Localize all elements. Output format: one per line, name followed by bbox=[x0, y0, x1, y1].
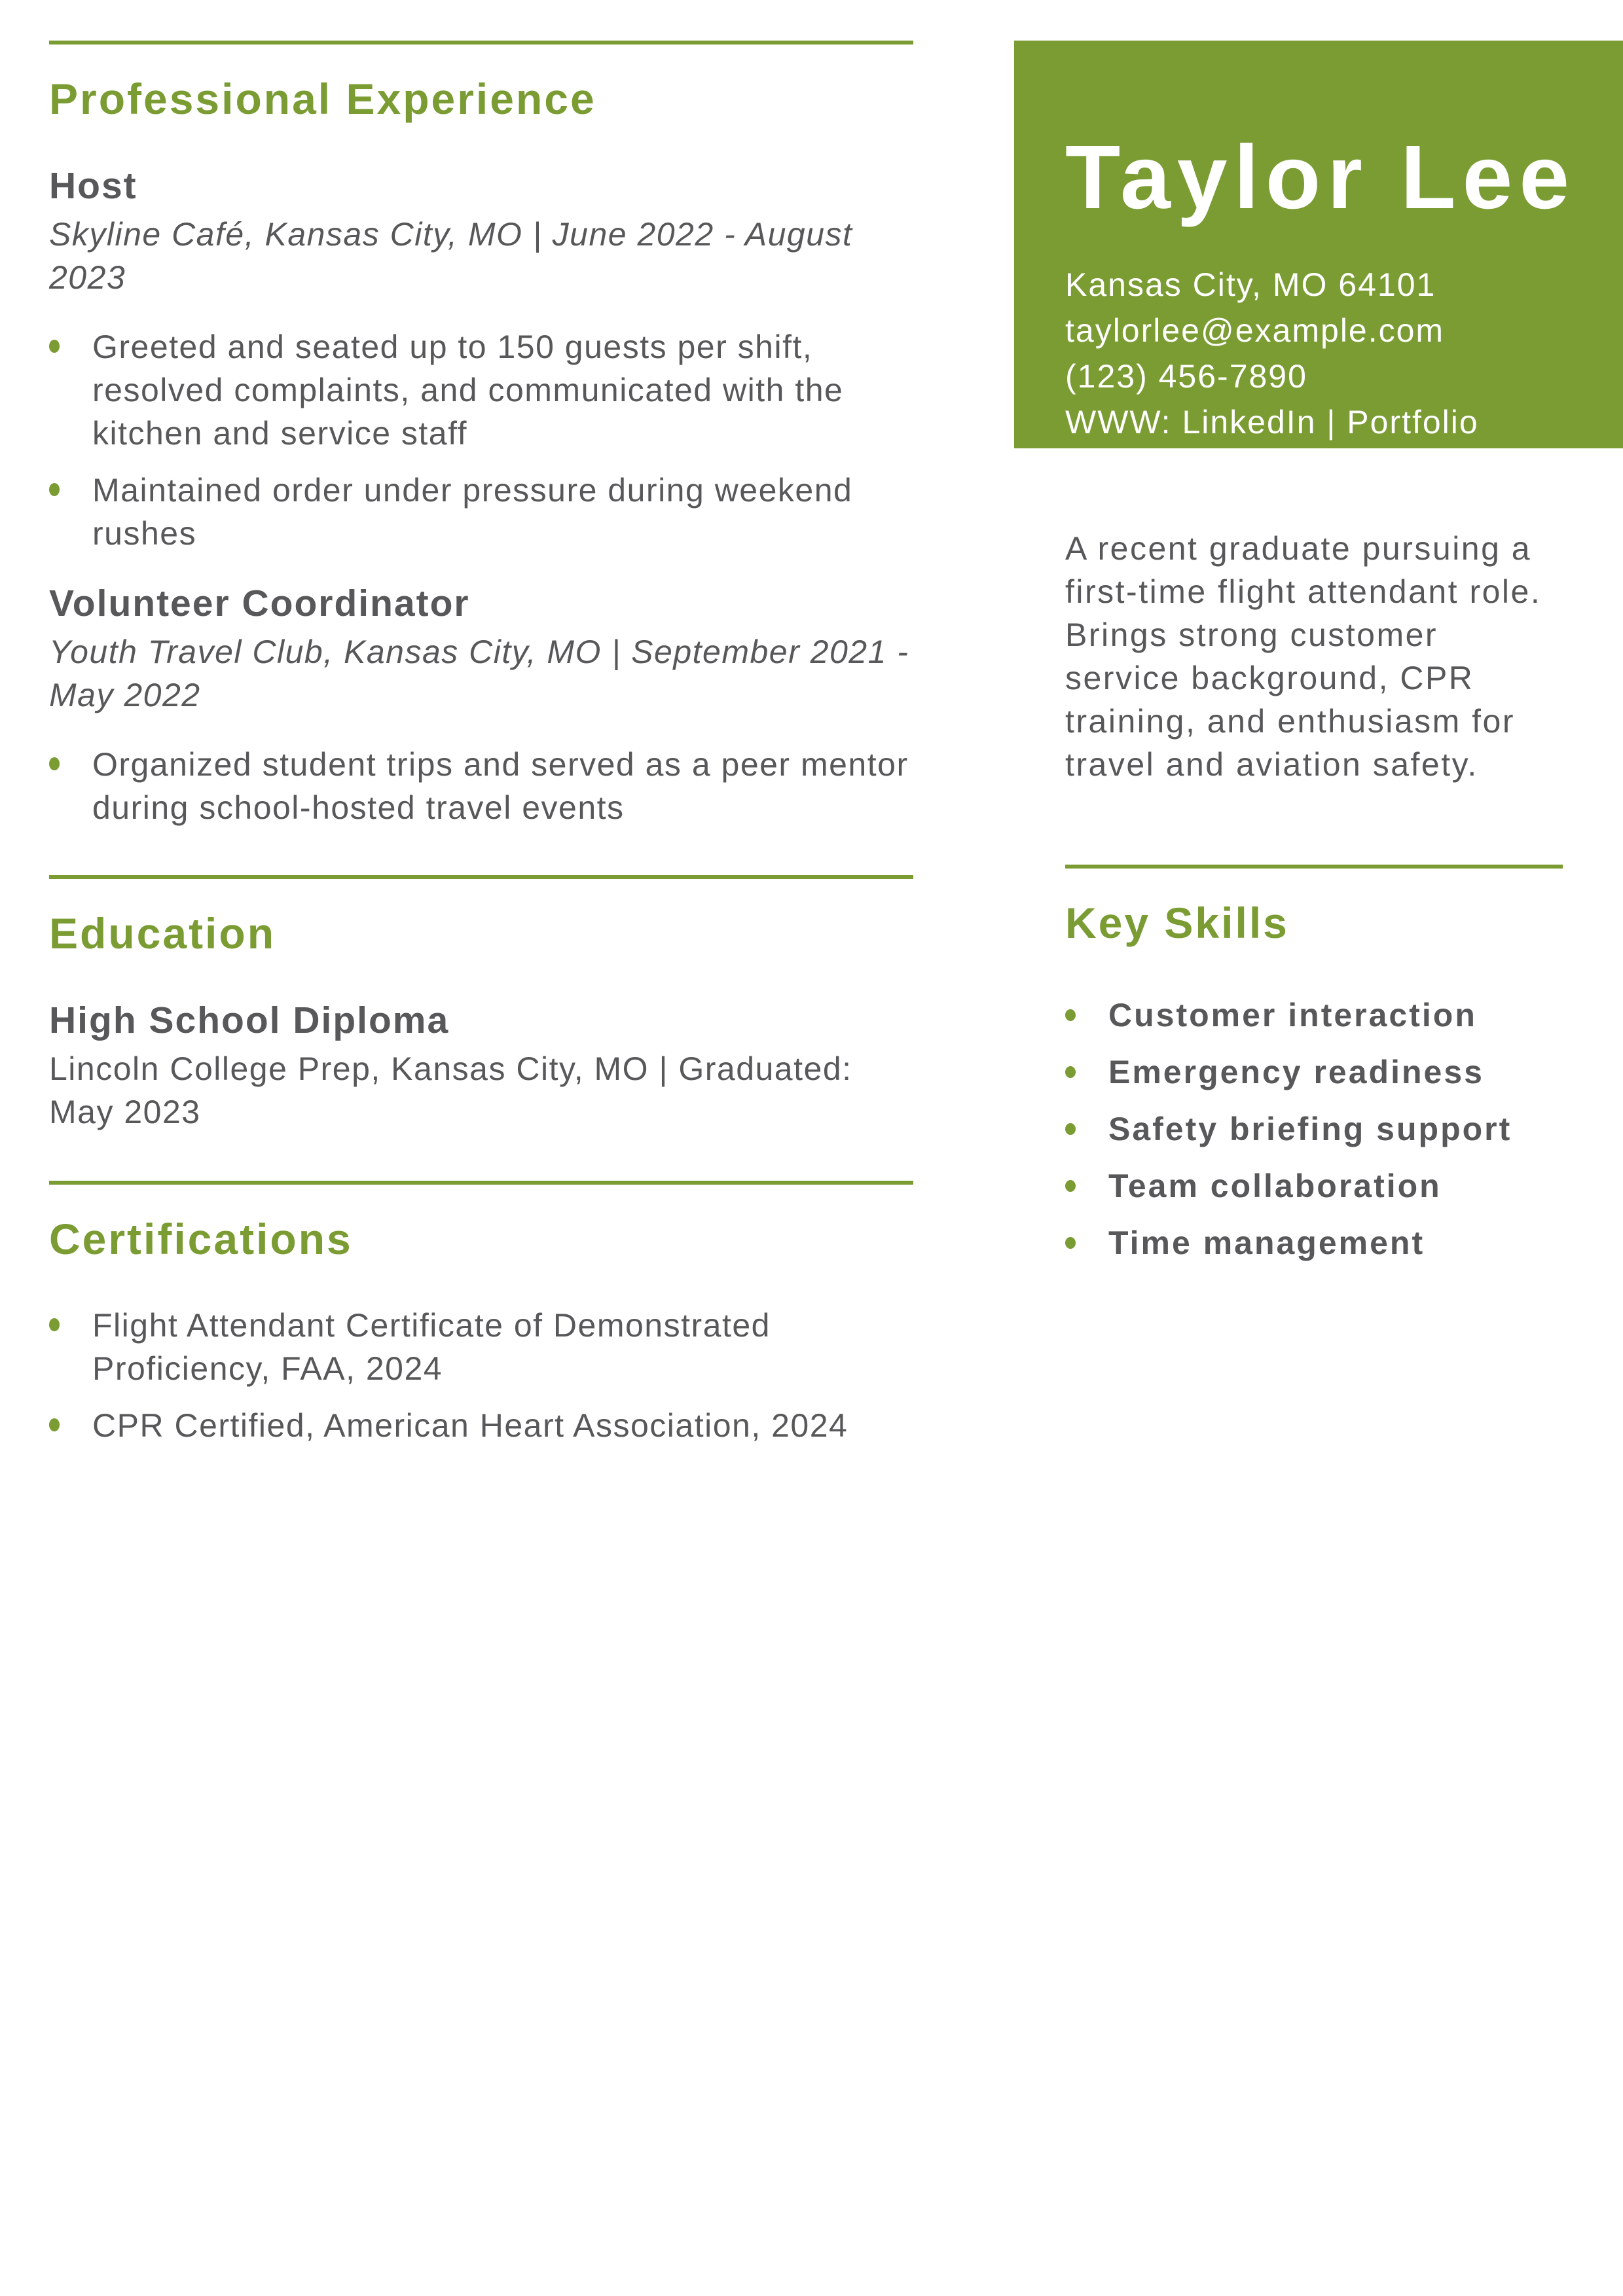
list-item: Flight Attendant Certificate of Demonstrated Proficiency, FAA, 2024 bbox=[49, 1304, 913, 1390]
section-divider bbox=[49, 1181, 913, 1185]
bullet-icon bbox=[1065, 1123, 1076, 1135]
certifications-list bbox=[49, 1304, 913, 1447]
list-item: Safety briefing support bbox=[1065, 1101, 1611, 1158]
education-meta: Lincoln College Prep, Kansas City, MO | Graduated: May 2023 bbox=[49, 1050, 852, 1130]
job-title: Host bbox=[49, 165, 137, 207]
job-title: Volunteer Coordinator bbox=[49, 583, 470, 624]
bullet-icon bbox=[1065, 1009, 1076, 1021]
list-item: Time management bbox=[1065, 1215, 1611, 1272]
summary-text: A recent graduate pursuing a first-time flight attendant role. Brings strong customer service background, CPR training, and enthusiasm for travel and aviation safety. bbox=[1065, 530, 1542, 783]
bullet-icon bbox=[49, 1318, 60, 1331]
certifications-heading: Certifications bbox=[49, 1215, 353, 1263]
list-item: CPR Certified, American Heart Association, 2024 bbox=[49, 1404, 913, 1447]
section-divider bbox=[49, 875, 913, 879]
list-item: Greeted and seated up to 150 guests per shift, resolved complaints, and communicated with the kitchen and service staff bbox=[49, 325, 913, 455]
section-divider bbox=[1065, 865, 1563, 869]
list-item: Maintained order under pressure during weekend rushes bbox=[49, 469, 913, 555]
bullet-icon bbox=[49, 1418, 60, 1431]
job-entry bbox=[49, 165, 913, 555]
bullet-icon bbox=[49, 757, 60, 770]
bullet-icon bbox=[1065, 1237, 1076, 1249]
contact-links[interactable]: WWW: LinkedIn | Portfolio bbox=[1065, 404, 1479, 440]
contact-phone: (123) 456-7890 bbox=[1065, 358, 1307, 395]
section-divider bbox=[49, 41, 913, 45]
skills-heading: Key Skills bbox=[1065, 899, 1289, 947]
job-meta: Youth Travel Club, Kansas City, MO | September 2021 - May 2022 bbox=[49, 634, 909, 713]
header-box bbox=[1014, 41, 1623, 448]
job-bullets bbox=[49, 325, 913, 555]
bullet-icon bbox=[1065, 1180, 1076, 1192]
job-entry bbox=[49, 585, 913, 829]
bullet-icon bbox=[49, 483, 60, 496]
degree-title: High School Diploma bbox=[49, 999, 450, 1041]
contact-address: Kansas City, MO 64101 bbox=[1065, 266, 1436, 303]
list-item: Customer interaction bbox=[1065, 987, 1611, 1044]
left-column bbox=[49, 41, 913, 1447]
education-entry bbox=[49, 999, 913, 1134]
list-item: Team collaboration bbox=[1065, 1158, 1611, 1215]
job-bullets bbox=[49, 743, 913, 829]
candidate-name: Taylor Lee bbox=[1065, 127, 1577, 228]
education-heading: Education bbox=[49, 909, 276, 958]
list-item: Emergency readiness bbox=[1065, 1044, 1611, 1101]
right-column bbox=[1014, 41, 1611, 1272]
experience-heading: Professional Experience bbox=[49, 75, 596, 123]
list-item: Organized student trips and served as a peer mentor during school-hosted travel events bbox=[49, 743, 913, 829]
bullet-icon bbox=[49, 340, 60, 353]
bullet-icon bbox=[1065, 1066, 1076, 1078]
job-meta: Skyline Café, Kansas City, MO | June 2022 - August 2023 bbox=[49, 216, 853, 296]
skills-list bbox=[1065, 987, 1611, 1272]
contact-email[interactable]: taylorlee@example.com bbox=[1065, 312, 1445, 349]
contact-block bbox=[1065, 262, 1623, 445]
